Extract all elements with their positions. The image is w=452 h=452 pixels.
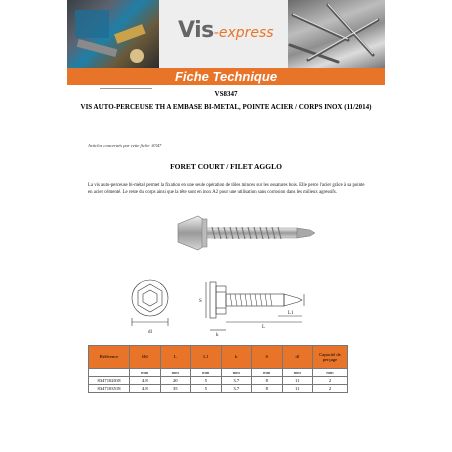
label-k: k	[216, 333, 219, 338]
unit-cell: mm	[191, 369, 222, 377]
unit-cell: mm	[221, 369, 252, 377]
divider	[100, 88, 152, 89]
label-s: S	[199, 299, 202, 304]
table-cell: 8347102018	[89, 377, 130, 385]
table-header-row	[89, 346, 348, 369]
table-row	[89, 377, 348, 385]
articles-note: Articles concernés par cette fiche :8347	[88, 143, 162, 148]
screw-technical-drawing	[128, 276, 328, 338]
table-cell: 11	[282, 385, 313, 393]
table-cell: 3.7	[221, 385, 252, 393]
screws-photo-graphic	[288, 0, 385, 68]
label-dl: dl	[148, 330, 152, 335]
front-view-hex	[138, 284, 162, 312]
screws-photo	[288, 0, 385, 68]
table-cell: 2	[313, 385, 348, 393]
reference-code: VS8347	[214, 90, 238, 98]
table-cell: 4.8	[130, 385, 161, 393]
tools-photo	[67, 0, 159, 68]
product-description: La vis auto-perceuse bi-métal permet la fixation en une seule opération de tôles minces sur les ossatures bois. Elle perce l'acier grâce à sa pointe en acier cémenté. Le reste du corps ainsi que la tête sont en inox A2 pour une utilisation sans corrosion dans les milieux agressifs.	[88, 183, 365, 195]
col-header: Ød	[130, 346, 161, 369]
col-header: k	[221, 346, 252, 369]
front-view-washer	[132, 280, 168, 316]
table-cell: 3.7	[221, 377, 252, 385]
table-cell: 8347103518	[89, 385, 130, 393]
table-cell: 5	[191, 385, 222, 393]
unit-cell: mm	[282, 369, 313, 377]
table-cell: 4.8	[130, 377, 161, 385]
tools-photo-graphic	[67, 0, 159, 68]
unit-cell: mm	[252, 369, 283, 377]
table-cell: 5	[191, 377, 222, 385]
col-header: dl	[282, 346, 313, 369]
label-L1: L1	[288, 311, 294, 316]
logo-express-text: -express	[213, 25, 274, 41]
table-row	[89, 385, 348, 393]
unit-cell	[89, 369, 130, 377]
col-header: S	[252, 346, 283, 369]
screw-product-image	[170, 208, 320, 258]
unit-cell: mm	[130, 369, 161, 377]
table-units-row	[89, 369, 348, 377]
section-heading: FORET COURT / FILET AGGLO	[170, 162, 282, 171]
col-header: L1	[191, 346, 222, 369]
col-header: Référence	[89, 346, 130, 369]
banner-title: Fiche Technique	[174, 69, 278, 84]
table-cell: 8	[252, 377, 283, 385]
spec-table	[88, 345, 348, 393]
document-title: VIS AUTO-PERCEUSE TH A EMBASE BI-METAL, POINTE ACIER / CORPS INOX (11/2014)	[80, 103, 372, 111]
unit-cell: mm	[313, 369, 348, 377]
col-header: Capacité de perçage	[313, 346, 348, 369]
logo-vis-text: Vis	[178, 18, 214, 43]
table-cell: 11	[282, 377, 313, 385]
table-cell: 35	[160, 385, 191, 393]
table-cell: 20	[160, 377, 191, 385]
label-L: L	[262, 325, 266, 330]
table-cell: 8	[252, 385, 283, 393]
col-header: L	[160, 346, 191, 369]
brand-logo	[178, 18, 278, 54]
unit-cell: mm	[160, 369, 191, 377]
table-cell: 2	[313, 377, 348, 385]
